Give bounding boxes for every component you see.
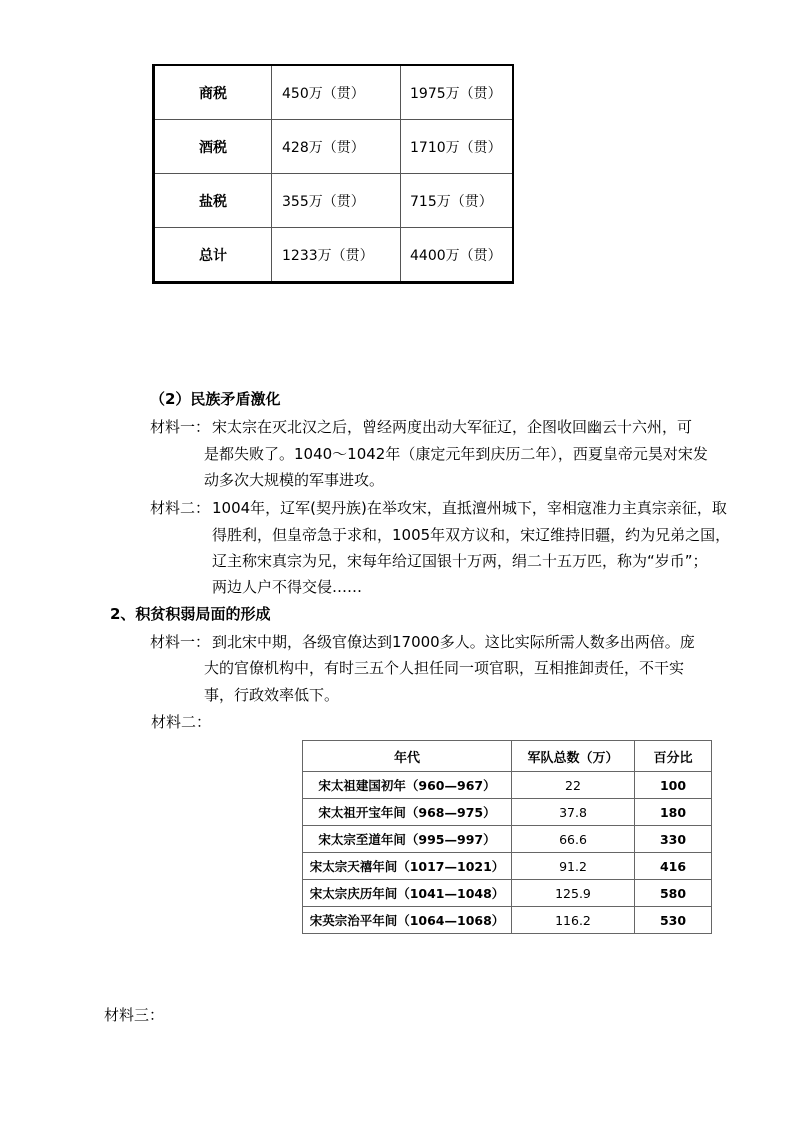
- tax-before-cell: 428万（贯）: [272, 120, 401, 174]
- section-heading-ethnic: （2）民族矛盾激化: [150, 390, 281, 408]
- tax-name-cell: 盐税: [154, 174, 272, 228]
- column-header: 年代: [303, 741, 512, 772]
- table-header-row: [303, 741, 712, 772]
- percent-cell: 100: [635, 772, 712, 799]
- table-row: [303, 880, 712, 907]
- tax-name-cell: 酒税: [154, 120, 272, 174]
- paragraph-line: 是都失败了。1040～1042年（康定元年到庆历二年），西夏皇帝元昊对宋发: [204, 445, 708, 463]
- column-header: 百分比: [635, 741, 712, 772]
- paragraph-line: 两边人户不得交侵……: [212, 578, 363, 596]
- tax-after-cell: 715万（贯）: [401, 174, 514, 228]
- paragraph-line: 1004年，辽军(契丹族)在举攻宋，直抵澶州城下，宰相寇准力主真宗亲征，取: [212, 499, 727, 517]
- paragraph-line: 宋太宗在灭北汉之后，曾经两度出动大军征辽，企图收回幽云十六州，可: [212, 418, 693, 436]
- table-row: [303, 772, 712, 799]
- troops-cell: 22: [512, 772, 635, 799]
- era-cell: 宋太祖开宝年间（968—975）: [303, 799, 512, 826]
- table-row: [303, 907, 712, 934]
- troops-cell: 125.9: [512, 880, 635, 907]
- tax-before-cell: 355万（贯）: [272, 174, 401, 228]
- troops-cell: 91.2: [512, 853, 635, 880]
- percent-cell: 180: [635, 799, 712, 826]
- table-row: [154, 228, 514, 283]
- army-table: [302, 740, 712, 934]
- percent-cell: 580: [635, 880, 712, 907]
- era-cell: 宋太宗天禧年间（1017—1021）: [303, 853, 512, 880]
- paragraph-line: 大的官僚机构中，有时三五个人担任同一项官职，互相推卸责任，不干实: [204, 659, 685, 677]
- troops-cell: 66.6: [512, 826, 635, 853]
- tax-after-cell: 1710万（贯）: [401, 120, 514, 174]
- tax-name-cell: 总计: [154, 228, 272, 283]
- tax-before-cell: 450万（贯）: [272, 65, 401, 120]
- paragraph-line: 辽主称宋真宗为兄，宋每年给辽国银十万两，绢二十五万匹，称为“岁币”；: [212, 552, 708, 570]
- material-label: 材料二：: [151, 713, 212, 731]
- paragraph-line: 动多次大规模的军事进攻。: [204, 471, 385, 489]
- tax-after-cell: 1975万（贯）: [401, 65, 514, 120]
- tax-table: [152, 64, 514, 284]
- table-row: [154, 65, 514, 120]
- era-cell: 宋太宗至道年间（995—997）: [303, 826, 512, 853]
- table-row: [303, 799, 712, 826]
- paragraph-line: 得胜利，但皇帝急于求和，1005年双方议和，宋辽维持旧疆，约为兄弟之国，: [212, 526, 731, 544]
- table-row: [303, 853, 712, 880]
- table-row: [154, 120, 514, 174]
- material-label: 材料三：: [104, 1006, 165, 1024]
- tax-before-cell: 1233万（贯）: [272, 228, 401, 283]
- paragraph-line: 到北宋中期，各级官僚达到17000多人。这比实际所需人数多出两倍。庞: [212, 633, 695, 651]
- era-cell: 宋太宗庆历年间（1041—1048）: [303, 880, 512, 907]
- troops-cell: 37.8: [512, 799, 635, 826]
- table-row: [303, 826, 712, 853]
- material-label: 材料一：: [150, 418, 211, 436]
- tax-name-cell: 商税: [154, 65, 272, 120]
- section-heading-weak: 2、积贫积弱局面的形成: [110, 605, 271, 623]
- table-row: [154, 174, 514, 228]
- troops-cell: 116.2: [512, 907, 635, 934]
- percent-cell: 416: [635, 853, 712, 880]
- material-label: 材料一：: [150, 633, 211, 651]
- era-cell: 宋英宗治平年间（1064—1068）: [303, 907, 512, 934]
- era-cell: 宋太祖建国初年（960—967）: [303, 772, 512, 799]
- column-header: 军队总数（万）: [512, 741, 635, 772]
- material-label: 材料二：: [150, 499, 211, 517]
- paragraph-line: 事，行政效率低下。: [204, 686, 340, 704]
- tax-after-cell: 4400万（贯）: [401, 228, 514, 283]
- percent-cell: 530: [635, 907, 712, 934]
- percent-cell: 330: [635, 826, 712, 853]
